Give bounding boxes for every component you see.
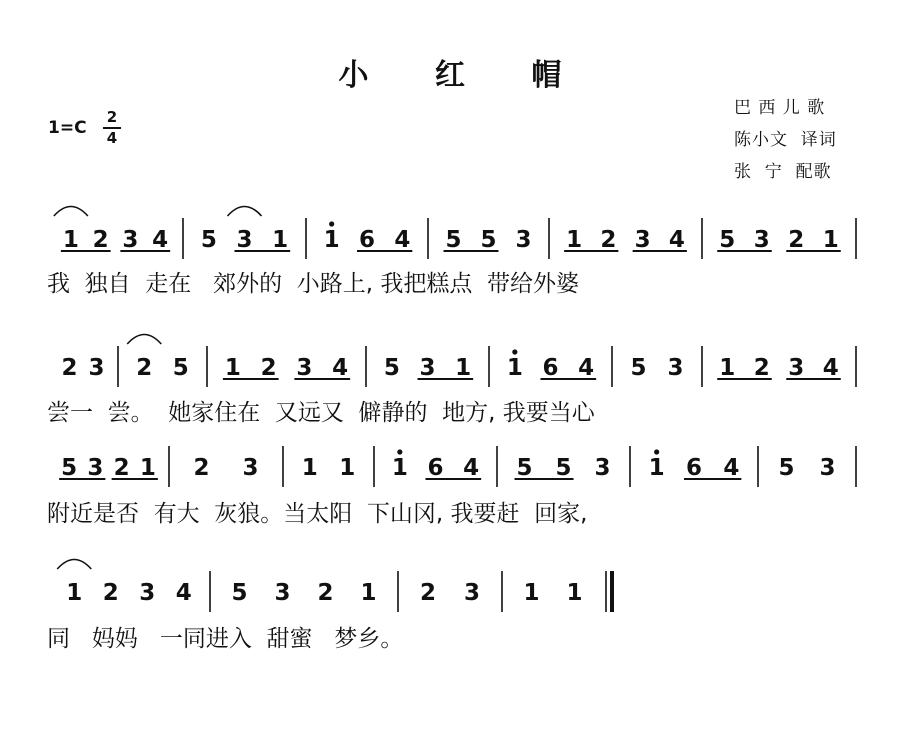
note: 1: [139, 455, 156, 481]
note: 2: [92, 227, 109, 253]
note: 2: [788, 227, 805, 253]
octave-dot: [654, 449, 659, 454]
note: 2: [260, 355, 277, 381]
note: 4: [332, 355, 349, 381]
note: 4: [394, 227, 411, 253]
note: 1: [391, 455, 408, 481]
note: 3: [594, 455, 611, 481]
note: 1: [272, 227, 289, 253]
slur: [228, 207, 262, 217]
note: 5: [200, 227, 217, 253]
note: 5: [172, 355, 189, 381]
note: 4: [152, 227, 169, 253]
note: 3: [274, 580, 291, 606]
note: 6: [358, 227, 376, 253]
note: 1: [648, 455, 665, 481]
note: 1: [323, 227, 340, 253]
note: 2: [61, 355, 78, 381]
note: 3: [236, 227, 253, 253]
note: 3: [139, 580, 156, 606]
note: 2: [600, 227, 617, 253]
note: 5: [630, 355, 647, 381]
note: 1: [566, 580, 583, 606]
note: 6: [542, 355, 559, 381]
slur: [57, 560, 91, 570]
note: 6: [685, 455, 703, 481]
note: 1: [719, 355, 736, 381]
note: 2: [113, 455, 130, 481]
key-signature: 1=C: [48, 118, 87, 138]
credit-arranger: 张 宁 配歌: [734, 162, 832, 182]
octave-dot: [329, 221, 334, 226]
lyrics-line-4: 同 妈妈 一同进入 甜蜜 梦乡。: [47, 626, 404, 652]
time-signature-numerator: 2: [103, 108, 121, 129]
note: 3: [819, 455, 836, 481]
note: 3: [296, 355, 313, 381]
time-signature-denominator: 4: [106, 129, 118, 147]
note: 4: [822, 355, 839, 381]
note: 2: [419, 580, 437, 606]
note: 3: [87, 455, 104, 481]
note: 1: [224, 355, 241, 381]
note: 2: [753, 355, 770, 381]
credit-origin: 巴 西 儿 歌: [734, 98, 826, 118]
slur: [54, 207, 88, 217]
note: 6: [427, 455, 444, 481]
note: 4: [175, 580, 192, 606]
note: 5: [383, 355, 400, 381]
note: 1: [455, 355, 472, 381]
note: 2: [136, 355, 153, 381]
note: 5: [480, 227, 497, 253]
note: 1: [301, 455, 318, 481]
note: 3: [753, 227, 770, 253]
credit-lyrics: 陈小文 译词: [734, 130, 837, 150]
final-barline-thick: [610, 571, 614, 612]
note: 1: [566, 227, 583, 253]
note: 1: [822, 227, 839, 253]
lyrics-line-1: 我 独自 走在 郊外的 小路上, 我把糕点 带给外婆: [47, 271, 580, 297]
note: 1: [339, 455, 356, 481]
note: 1: [360, 580, 377, 606]
note: 5: [445, 227, 462, 253]
note: 1: [523, 580, 540, 606]
song-title: 小 红 帽: [338, 58, 590, 93]
note: 3: [515, 227, 532, 253]
octave-dot: [512, 349, 517, 354]
note: 3: [242, 455, 259, 481]
note: 2: [317, 580, 334, 606]
note: 5: [516, 455, 533, 481]
note: 3: [634, 227, 651, 253]
octave-dot: [397, 449, 402, 454]
note: 1: [62, 227, 79, 253]
note: 4: [578, 355, 595, 381]
slur: [127, 335, 161, 345]
note: 5: [719, 227, 736, 253]
note: 2: [102, 580, 119, 606]
note: 4: [723, 455, 740, 481]
note: 5: [555, 455, 572, 481]
note: 3: [463, 580, 481, 606]
note: 3: [788, 355, 805, 381]
lyrics-line-2: 尝一 尝。 她家住在 又远又 僻静的 地方, 我要当心: [47, 400, 595, 426]
note: 3: [88, 355, 105, 381]
note: 1: [506, 355, 523, 381]
note: 5: [778, 455, 795, 481]
lyrics-line-3: 附近是否 有大 灰狼。当太阳 下山冈, 我要赶 回家,: [47, 501, 588, 527]
note: 4: [463, 455, 480, 481]
note: 5: [61, 455, 78, 481]
note: 2: [193, 455, 210, 481]
note: 1: [66, 580, 83, 606]
note: 4: [668, 227, 685, 253]
note: 3: [419, 355, 436, 381]
note: 3: [667, 355, 684, 381]
note: 3: [122, 227, 139, 253]
note: 5: [231, 580, 248, 606]
